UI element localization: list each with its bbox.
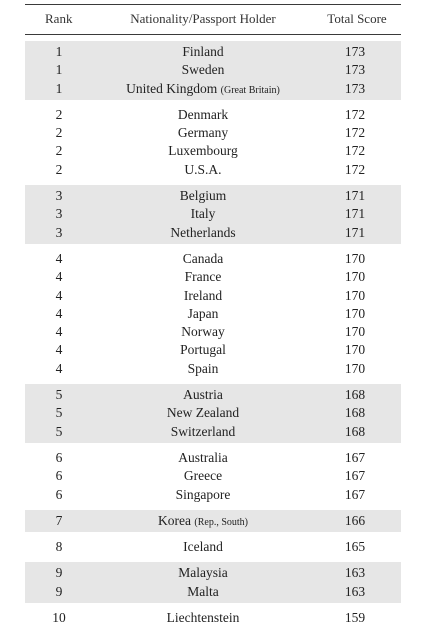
table-row	[25, 224, 401, 242]
table-row	[25, 142, 401, 160]
nationality-cell	[87, 467, 319, 485]
rank-group	[25, 562, 401, 603]
country-name: Switzerland	[170, 423, 236, 439]
rank-cell: 2	[55, 106, 63, 122]
table-row	[25, 268, 401, 286]
table-row	[25, 386, 401, 404]
nationality-cell	[87, 564, 319, 582]
table-row	[25, 341, 401, 359]
table-row	[25, 287, 401, 305]
rank-group	[25, 185, 401, 244]
score-cell: 170	[344, 342, 366, 358]
country-name: New Zealand	[166, 405, 240, 421]
nationality-cell	[87, 142, 319, 160]
score-cell: 167	[344, 468, 366, 484]
rank-cell: 10	[52, 610, 66, 626]
rank-cell: 4	[55, 287, 63, 303]
nationality-cell	[87, 287, 319, 305]
country-name: Italy	[190, 206, 216, 222]
country-note: (Great Britain)	[220, 84, 280, 96]
rank-cell: 6	[55, 449, 63, 465]
nationality-cell	[87, 80, 319, 100]
rank-cell: 5	[55, 423, 63, 439]
nationality-cell	[87, 43, 319, 61]
table-row	[25, 161, 401, 179]
nationality-cell	[87, 106, 319, 124]
rank-cell: 2	[55, 125, 63, 141]
rank-cell: 4	[55, 360, 63, 376]
score-cell: 173	[344, 44, 366, 59]
header-rank: Rank	[45, 11, 73, 26]
rank-group	[25, 248, 401, 380]
table-row	[25, 583, 401, 601]
nationality-cell	[87, 268, 319, 286]
table-row	[25, 486, 401, 504]
nationality-cell	[87, 360, 319, 378]
country-name: Denmark	[177, 106, 229, 122]
country-note: (Rep., South)	[194, 516, 248, 528]
table-row	[25, 423, 401, 441]
country-name: Japan	[187, 305, 219, 321]
nationality-cell	[87, 512, 319, 532]
nationality-cell	[87, 486, 319, 504]
top-rule	[25, 4, 401, 5]
table-row	[25, 305, 401, 323]
score-cell: 165	[344, 539, 366, 555]
score-cell: 163	[344, 583, 366, 599]
country-name: U.S.A.	[184, 161, 222, 177]
rank-cell: 4	[55, 269, 63, 285]
country-name: Malta	[187, 583, 219, 599]
rank-cell: 1	[55, 80, 63, 96]
country-name: Germany	[177, 125, 229, 141]
score-cell: 170	[344, 360, 366, 376]
country-name: Iceland	[183, 539, 223, 555]
nationality-cell	[87, 386, 319, 404]
table-row	[25, 61, 401, 79]
rank-cell: 9	[55, 583, 63, 599]
rank-cell: 4	[55, 342, 63, 358]
table-row	[25, 80, 401, 98]
country-name: Spain	[187, 360, 219, 376]
table-row	[25, 467, 401, 485]
table-row	[25, 323, 401, 341]
nationality-cell	[87, 449, 319, 467]
table-row	[25, 512, 401, 530]
nationality-cell	[87, 323, 319, 341]
score-cell: 168	[344, 405, 366, 421]
country-name: United Kingdom	[126, 80, 218, 96]
score-cell: 173	[344, 62, 366, 78]
country-name: Liechtenstein	[166, 610, 240, 626]
rank-group	[25, 384, 401, 443]
rank-cell: 3	[55, 188, 63, 204]
score-cell: 171	[344, 206, 366, 222]
score-cell: 172	[344, 161, 366, 177]
country-name: Finland	[182, 44, 224, 59]
score-cell: 170	[344, 287, 366, 303]
country-name: Austria	[183, 387, 223, 403]
score-cell: 172	[344, 106, 366, 122]
rank-cell: 4	[55, 324, 63, 340]
nationality-cell	[87, 609, 319, 627]
rank-cell: 7	[55, 512, 63, 528]
rank-cell: 5	[55, 405, 63, 421]
rank-cell: 5	[55, 387, 63, 403]
country-name: Netherlands	[170, 224, 236, 240]
table-row	[25, 43, 401, 61]
rank-group	[25, 41, 401, 100]
score-cell: 171	[344, 224, 366, 240]
nationality-cell	[87, 124, 319, 142]
country-name: Luxembourg	[168, 143, 238, 159]
header-score: Total Score	[327, 11, 387, 26]
rank-cell: 9	[55, 565, 63, 581]
country-name: Singapore	[175, 486, 231, 502]
nationality-cell	[87, 423, 319, 441]
rank-cell: 4	[55, 250, 63, 266]
nationality-cell	[87, 61, 319, 79]
rank-cell: 1	[55, 44, 63, 59]
country-name: Sweden	[181, 62, 225, 78]
header-rule	[25, 34, 401, 35]
country-name: Greece	[183, 468, 223, 484]
table-row	[25, 564, 401, 582]
nationality-cell	[87, 205, 319, 223]
nationality-cell	[87, 404, 319, 422]
table-body	[25, 41, 401, 629]
score-cell: 172	[344, 143, 366, 159]
score-cell: 166	[344, 512, 366, 528]
table-row	[25, 106, 401, 124]
rank-cell: 4	[55, 305, 63, 321]
nationality-cell	[87, 187, 319, 205]
score-cell: 170	[344, 269, 366, 285]
score-cell: 171	[344, 188, 366, 204]
rank-group	[25, 104, 401, 181]
rank-cell: 6	[55, 486, 63, 502]
rank-cell: 3	[55, 206, 63, 222]
score-cell: 163	[344, 565, 366, 581]
country-name: Canada	[182, 250, 224, 266]
country-name: Malaysia	[178, 565, 228, 581]
rank-group	[25, 510, 401, 532]
country-name: Norway	[181, 324, 225, 340]
rank-group	[25, 607, 401, 629]
table-row	[25, 404, 401, 422]
nationality-cell	[87, 250, 319, 268]
score-cell: 168	[344, 387, 366, 403]
score-cell: 170	[344, 305, 366, 321]
table-row	[25, 124, 401, 142]
nationality-cell	[87, 224, 319, 242]
nationality-cell	[87, 538, 319, 556]
table-row	[25, 187, 401, 205]
score-cell: 167	[344, 486, 366, 502]
country-name: Ireland	[183, 287, 223, 303]
score-cell: 172	[344, 125, 366, 141]
table-row	[25, 205, 401, 223]
score-cell: 170	[344, 250, 366, 266]
header-nationality: Nationality/Passport Holder	[130, 11, 276, 26]
table-row	[25, 250, 401, 268]
nationality-cell	[87, 341, 319, 359]
rank-cell: 2	[55, 143, 63, 159]
rank-cell: 3	[55, 224, 63, 240]
rank-cell: 2	[55, 161, 63, 177]
nationality-cell	[87, 305, 319, 323]
country-name: Portugal	[180, 342, 226, 358]
table-row	[25, 538, 401, 556]
table-row	[25, 449, 401, 467]
country-name: Australia	[178, 449, 228, 465]
rank-cell: 1	[55, 62, 63, 78]
score-cell: 159	[344, 610, 366, 626]
rank-group	[25, 536, 401, 558]
country-name: Belgium	[179, 188, 227, 204]
nationality-cell	[87, 583, 319, 601]
score-cell: 173	[344, 80, 366, 96]
country-name: France	[184, 269, 222, 285]
country-name: Korea	[158, 512, 191, 528]
rank-cell: 6	[55, 468, 63, 484]
table-row	[25, 609, 401, 627]
table-row	[25, 360, 401, 378]
rank-group	[25, 447, 401, 506]
score-cell: 168	[344, 423, 366, 439]
score-cell: 167	[344, 449, 366, 465]
score-cell: 170	[344, 324, 366, 340]
rank-cell: 8	[55, 539, 63, 555]
nationality-cell	[87, 161, 319, 179]
table-header	[25, 8, 401, 30]
